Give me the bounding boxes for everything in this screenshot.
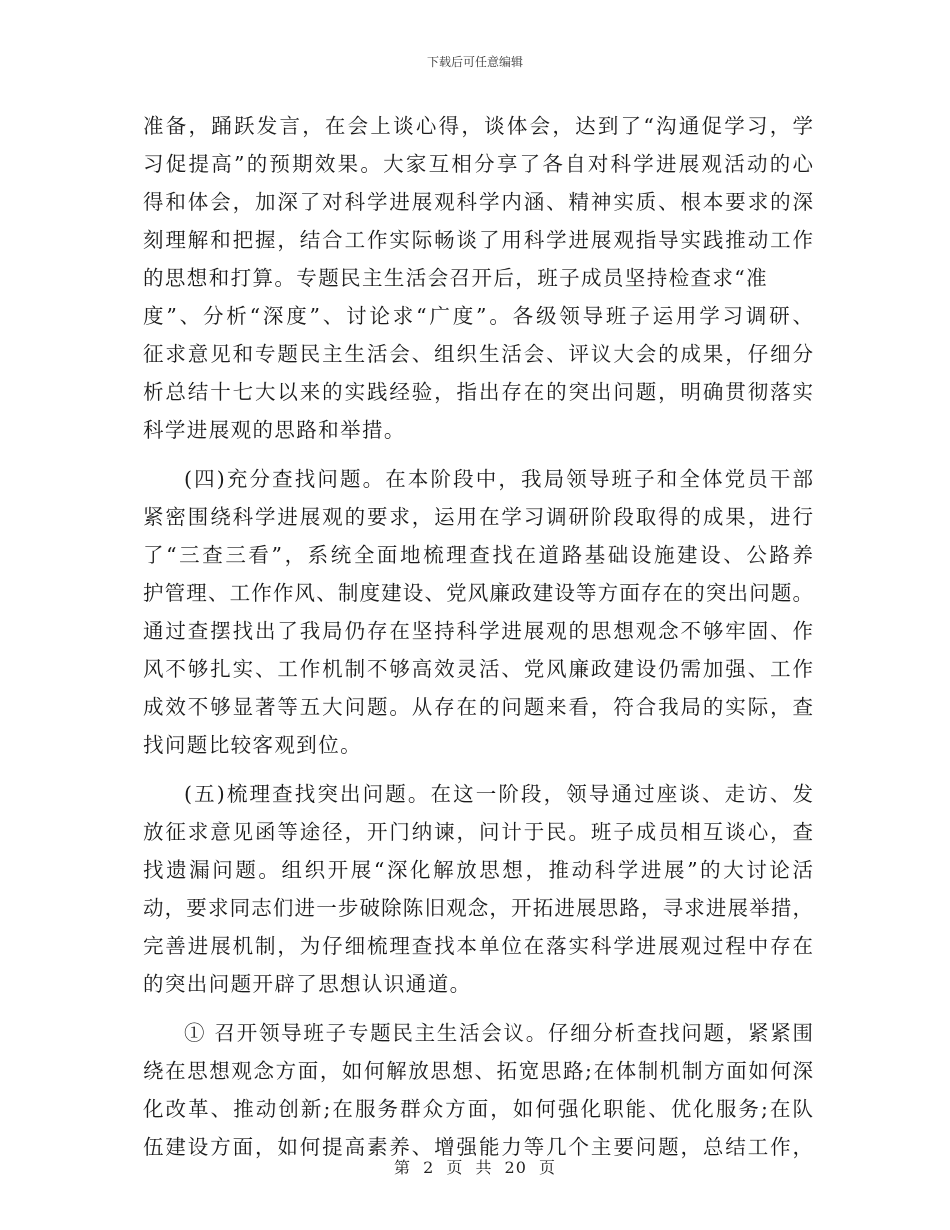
text-line: (四)充分查找问题。在本阶段中，我局领导班子和全体党员干部	[184, 467, 813, 491]
text-line: ① 召开领导班子专题民主生活会议。仔细分析查找问题，紧紧围	[184, 1021, 813, 1045]
text-line: 成效不够显著等五大问题。从存在的问题来看，符合我局的实际，查	[143, 695, 813, 719]
text-line: 习促提高”的预期效果。大家互相分享了各自对科学进展观活动的心	[143, 152, 813, 176]
text-line: 了“三查三看”，系统全面地梳理查找在道路基础设施建设、公路养	[143, 543, 813, 567]
text-line: 找遗漏问题。组织开展“深化解放思想，推动科学进展”的大讨论活	[143, 858, 813, 882]
paragraph	[143, 1014, 813, 1166]
paragraph	[143, 460, 813, 764]
paragraph	[143, 775, 813, 1003]
page-number: 第 2 页 共 20 页	[394, 1158, 556, 1177]
paragraph	[143, 107, 813, 449]
text-line: 析总结十七大以来的实践经验，指出存在的突出问题，明确贯彻落实	[143, 380, 813, 404]
text-line: 刻理解和把握，结合工作实际畅谈了用科学进展观指导实践推动工作	[143, 228, 813, 252]
text-line: 得和体会，加深了对科学进展观科学内涵、精神实质、根本要求的深	[143, 190, 813, 214]
text-line: 征求意见和专题民主生活会、组织生活会、评议大会的成果，仔细分	[143, 342, 813, 366]
text-line: 绕在思想观念方面，如何解放思想、拓宽思路;在体制机制方面如何深	[143, 1059, 813, 1083]
text-line: 化改革、推动创新;在服务群众方面，如何强化职能、优化服务;在队	[143, 1097, 813, 1121]
text-line: 紧密围绕科学进展观的要求，运用在学习调研阶段取得的成果，进行	[143, 505, 813, 529]
text-line: 动，要求同志们进一步破除陈旧观念，开拓进展思路，寻求进展举措，	[143, 896, 813, 920]
page-header: 下载后可任意编辑	[426, 55, 523, 69]
document-body	[143, 107, 813, 1166]
text-line: (五)梳理查找突出问题。在这一阶段，领导通过座谈、走访、发	[184, 782, 813, 806]
text-line: 风不够扎实、工作机制不够高效灵活、党风廉政建设仍需加强、工作	[143, 657, 813, 681]
text-line: 准备，踊跃发言，在会上谈心得，谈体会，达到了“沟通促学习，学	[143, 114, 813, 138]
text-line: 护管理、工作作风、制度建设、党风廉政建设等方面存在的突出问题。	[143, 581, 813, 605]
text-line: 通过查摆找出了我局仍存在坚持科学进展观的思想观念不够牢固、作	[143, 619, 813, 643]
text-line: 完善进展机制，为仔细梳理查找本单位在落实科学进展观过程中存在	[143, 934, 813, 958]
text-line: 放征求意见函等途径，开门纳谏，问计于民。班子成员相互谈心，查	[143, 820, 813, 844]
text-line: 伍建设方面，如何提高素养、增强能力等几个主要问题，总结工作，	[143, 1135, 813, 1159]
text-line: 的思想和打算。专题民主生活会召开后，班子成员坚持检查求“准	[143, 266, 769, 290]
text-line: 找问题比较客观到位。	[143, 733, 362, 757]
text-line: 的突出问题开辟了思想认识通道。	[143, 972, 472, 996]
text-line: 科学进展观的思路和举措。	[143, 418, 406, 442]
text-line: 度”、分析“深度”、讨论求“广度”。各级领导班子运用学习调研、	[143, 304, 813, 328]
